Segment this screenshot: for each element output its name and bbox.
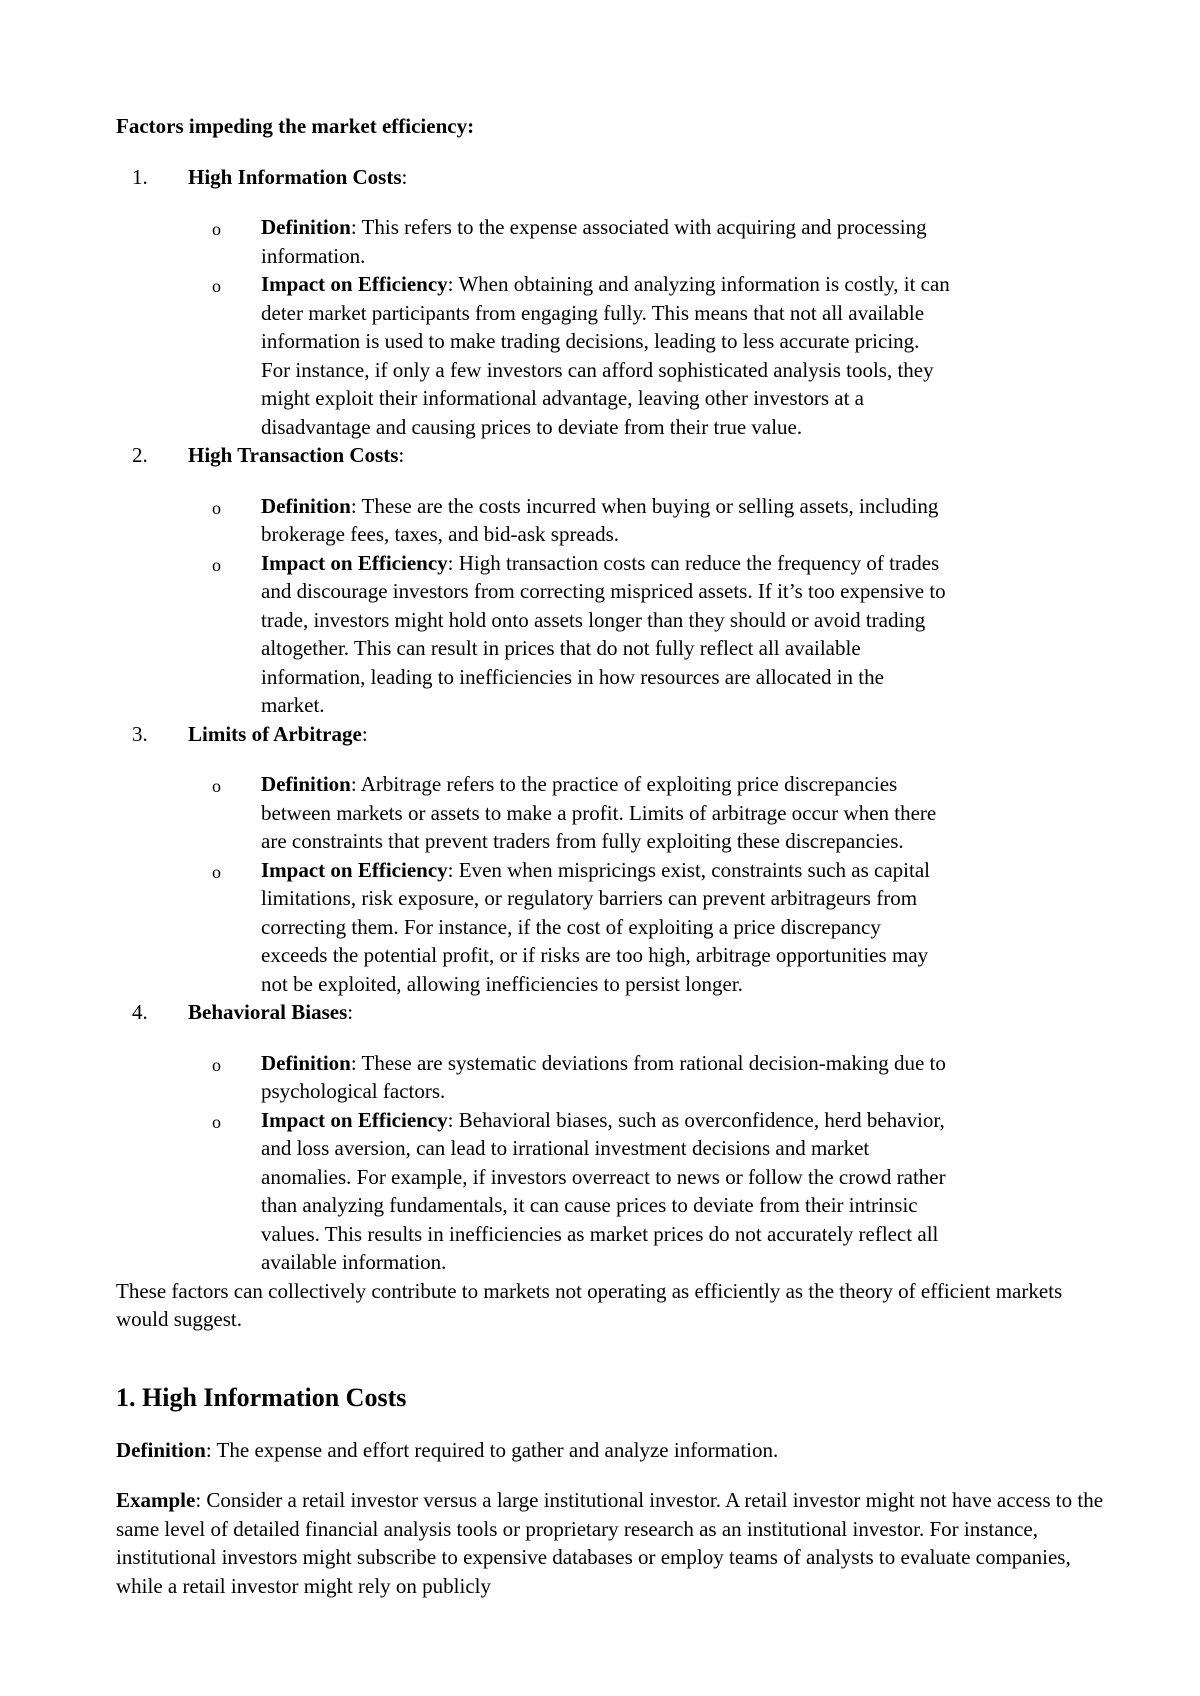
factor-name: Limits of Arbitrage <box>188 721 362 746</box>
definition-bullet <box>116 770 951 856</box>
definition-label: Definition <box>261 493 351 518</box>
factor-heading <box>116 441 1096 470</box>
bullet-circle-icon: o <box>212 276 221 296</box>
factor-item <box>116 998 1096 1277</box>
factor-item <box>116 441 1096 720</box>
factor-heading <box>116 720 1096 749</box>
section-heading: 1. High Information Costs <box>116 1382 407 1412</box>
factor-number: 1. <box>132 164 148 189</box>
factor-heading <box>116 998 1096 1027</box>
document-title: Factors impeding the market efficiency: <box>116 114 475 138</box>
factor-number: 3. <box>132 721 148 746</box>
factor-heading <box>116 163 1096 192</box>
definition-label: Definition <box>261 772 351 796</box>
definition-label: Definition <box>261 215 351 239</box>
factor-number: 2. <box>132 443 148 467</box>
bullet-circle-icon: o <box>212 1054 221 1075</box>
conclusion-paragraph: These factors can collectively contribute to markets not operating as efficiently as the theory of efficient markets would suggest. <box>116 1278 1063 1331</box>
impact-label: Impact on Efficiency <box>261 272 448 296</box>
definition-bullet <box>116 213 951 270</box>
document-page <box>116 112 1104 1622</box>
impact-text: : High transaction costs can reduce the frequency of trades and discourage investors from correcting mispriced assets. If it’s too expensive to trade, investors might hold onto assets longer than they should or avoid trading altogether. This can result in prices that do not fully reflect all available information, leading to inefficiencies in how resources are allocated in the market. <box>261 550 946 717</box>
definition-text: : These are systematic deviations from rational decision-making due to psychological factors. <box>261 1050 946 1103</box>
factor-name: Behavioral Biases <box>188 1000 348 1024</box>
definition-bullet <box>116 1049 951 1106</box>
impact-bullet <box>116 1106 951 1277</box>
bullet-circle-icon: o <box>212 554 221 575</box>
factor-number: 4. <box>132 1000 148 1024</box>
definition-bullet <box>116 492 951 549</box>
definition-label: Definition <box>261 1050 351 1075</box>
impact-bullet <box>116 856 951 999</box>
bullet-circle-icon: o <box>212 1111 221 1132</box>
definition-text: : Arbitrage refers to the practice of exploiting price discrepancies between markets or assets to make a profit. Limits of arbitrage occur when there are constraints that prevent traders from fully exploiting these discrepancies. <box>261 772 937 853</box>
factor-colon: : <box>347 1000 354 1024</box>
factor-item <box>116 163 1096 442</box>
definition-text: : These are the costs incurred when buying or selling assets, including brokerage fees, taxes, and bid-ask spreads. <box>261 493 939 546</box>
factor-colon: : <box>398 443 405 467</box>
section-definition-paragraph <box>116 1436 1106 1465</box>
impact-text: : Behavioral biases, such as overconfidence, herd behavior, and loss aversion, can lead to irrational investment decisions and market anomalies. For example, if investors overreact to news or follow the crowd rather than analyzing fundamentals, it can cause prices to deviate from their intrinsic values. This results in inefficiencies as market prices do not accurately reflect all available information. <box>261 1107 946 1274</box>
section-definition-text: : The expense and effort required to gather and analyze information. <box>205 1437 779 1462</box>
factor-colon: : <box>361 721 368 746</box>
bullet-circle-icon: o <box>212 776 221 796</box>
section-definition-label: Definition <box>116 1437 206 1462</box>
impact-label: Impact on Efficiency <box>261 550 448 575</box>
section-example-label: Example <box>116 1488 196 1512</box>
section-example-text: : Consider a retail investor versus a large institutional investor. A retail investor might not have access to the same level of detailed financial analysis tools or proprietary research as an institutional investor. For instance, institutional investors might subscribe to expensive databases or employ teams of analysts to evaluate companies, while a retail investor might rely on publicly <box>116 1488 1104 1598</box>
impact-label: Impact on Efficiency <box>261 1107 448 1132</box>
impact-text: : Even when mispricings exist, constraints such as capital limitations, risk exposure, or regulatory barriers can prevent arbitrageurs from correcting them. For instance, if the cost of exploiting a price discrepancy exceeds the potential profit, or if risks are too high, arbitrage opportunities may not be exploited, allowing inefficiencies to persist longer. <box>261 857 930 996</box>
section-example-paragraph <box>116 1486 1106 1600</box>
impact-bullet <box>116 270 951 441</box>
factor-name: High Transaction Costs <box>188 443 399 467</box>
factor-item <box>116 720 1096 999</box>
impact-label: Impact on Efficiency <box>261 857 448 882</box>
bullet-circle-icon: o <box>212 861 221 882</box>
definition-text: : This refers to the expense associated with acquiring and processing information. <box>261 215 927 268</box>
impact-text: : When obtaining and analyzing information is costly, it can deter market participants from engaging fully. This means that not all available information is used to make trading decisions, leading to less accurate pricing. For instance, if only a few investors can afford sophisticated analysis tools, they might exploit their informational advantage, leaving other investors at a disadvantage and causing prices to deviate from their true value. <box>261 272 950 439</box>
bullet-circle-icon: o <box>212 497 221 518</box>
bullet-circle-icon: o <box>212 219 221 239</box>
factor-colon: : <box>401 164 408 189</box>
factor-name: High Information Costs <box>188 164 402 189</box>
impact-bullet <box>116 549 951 720</box>
